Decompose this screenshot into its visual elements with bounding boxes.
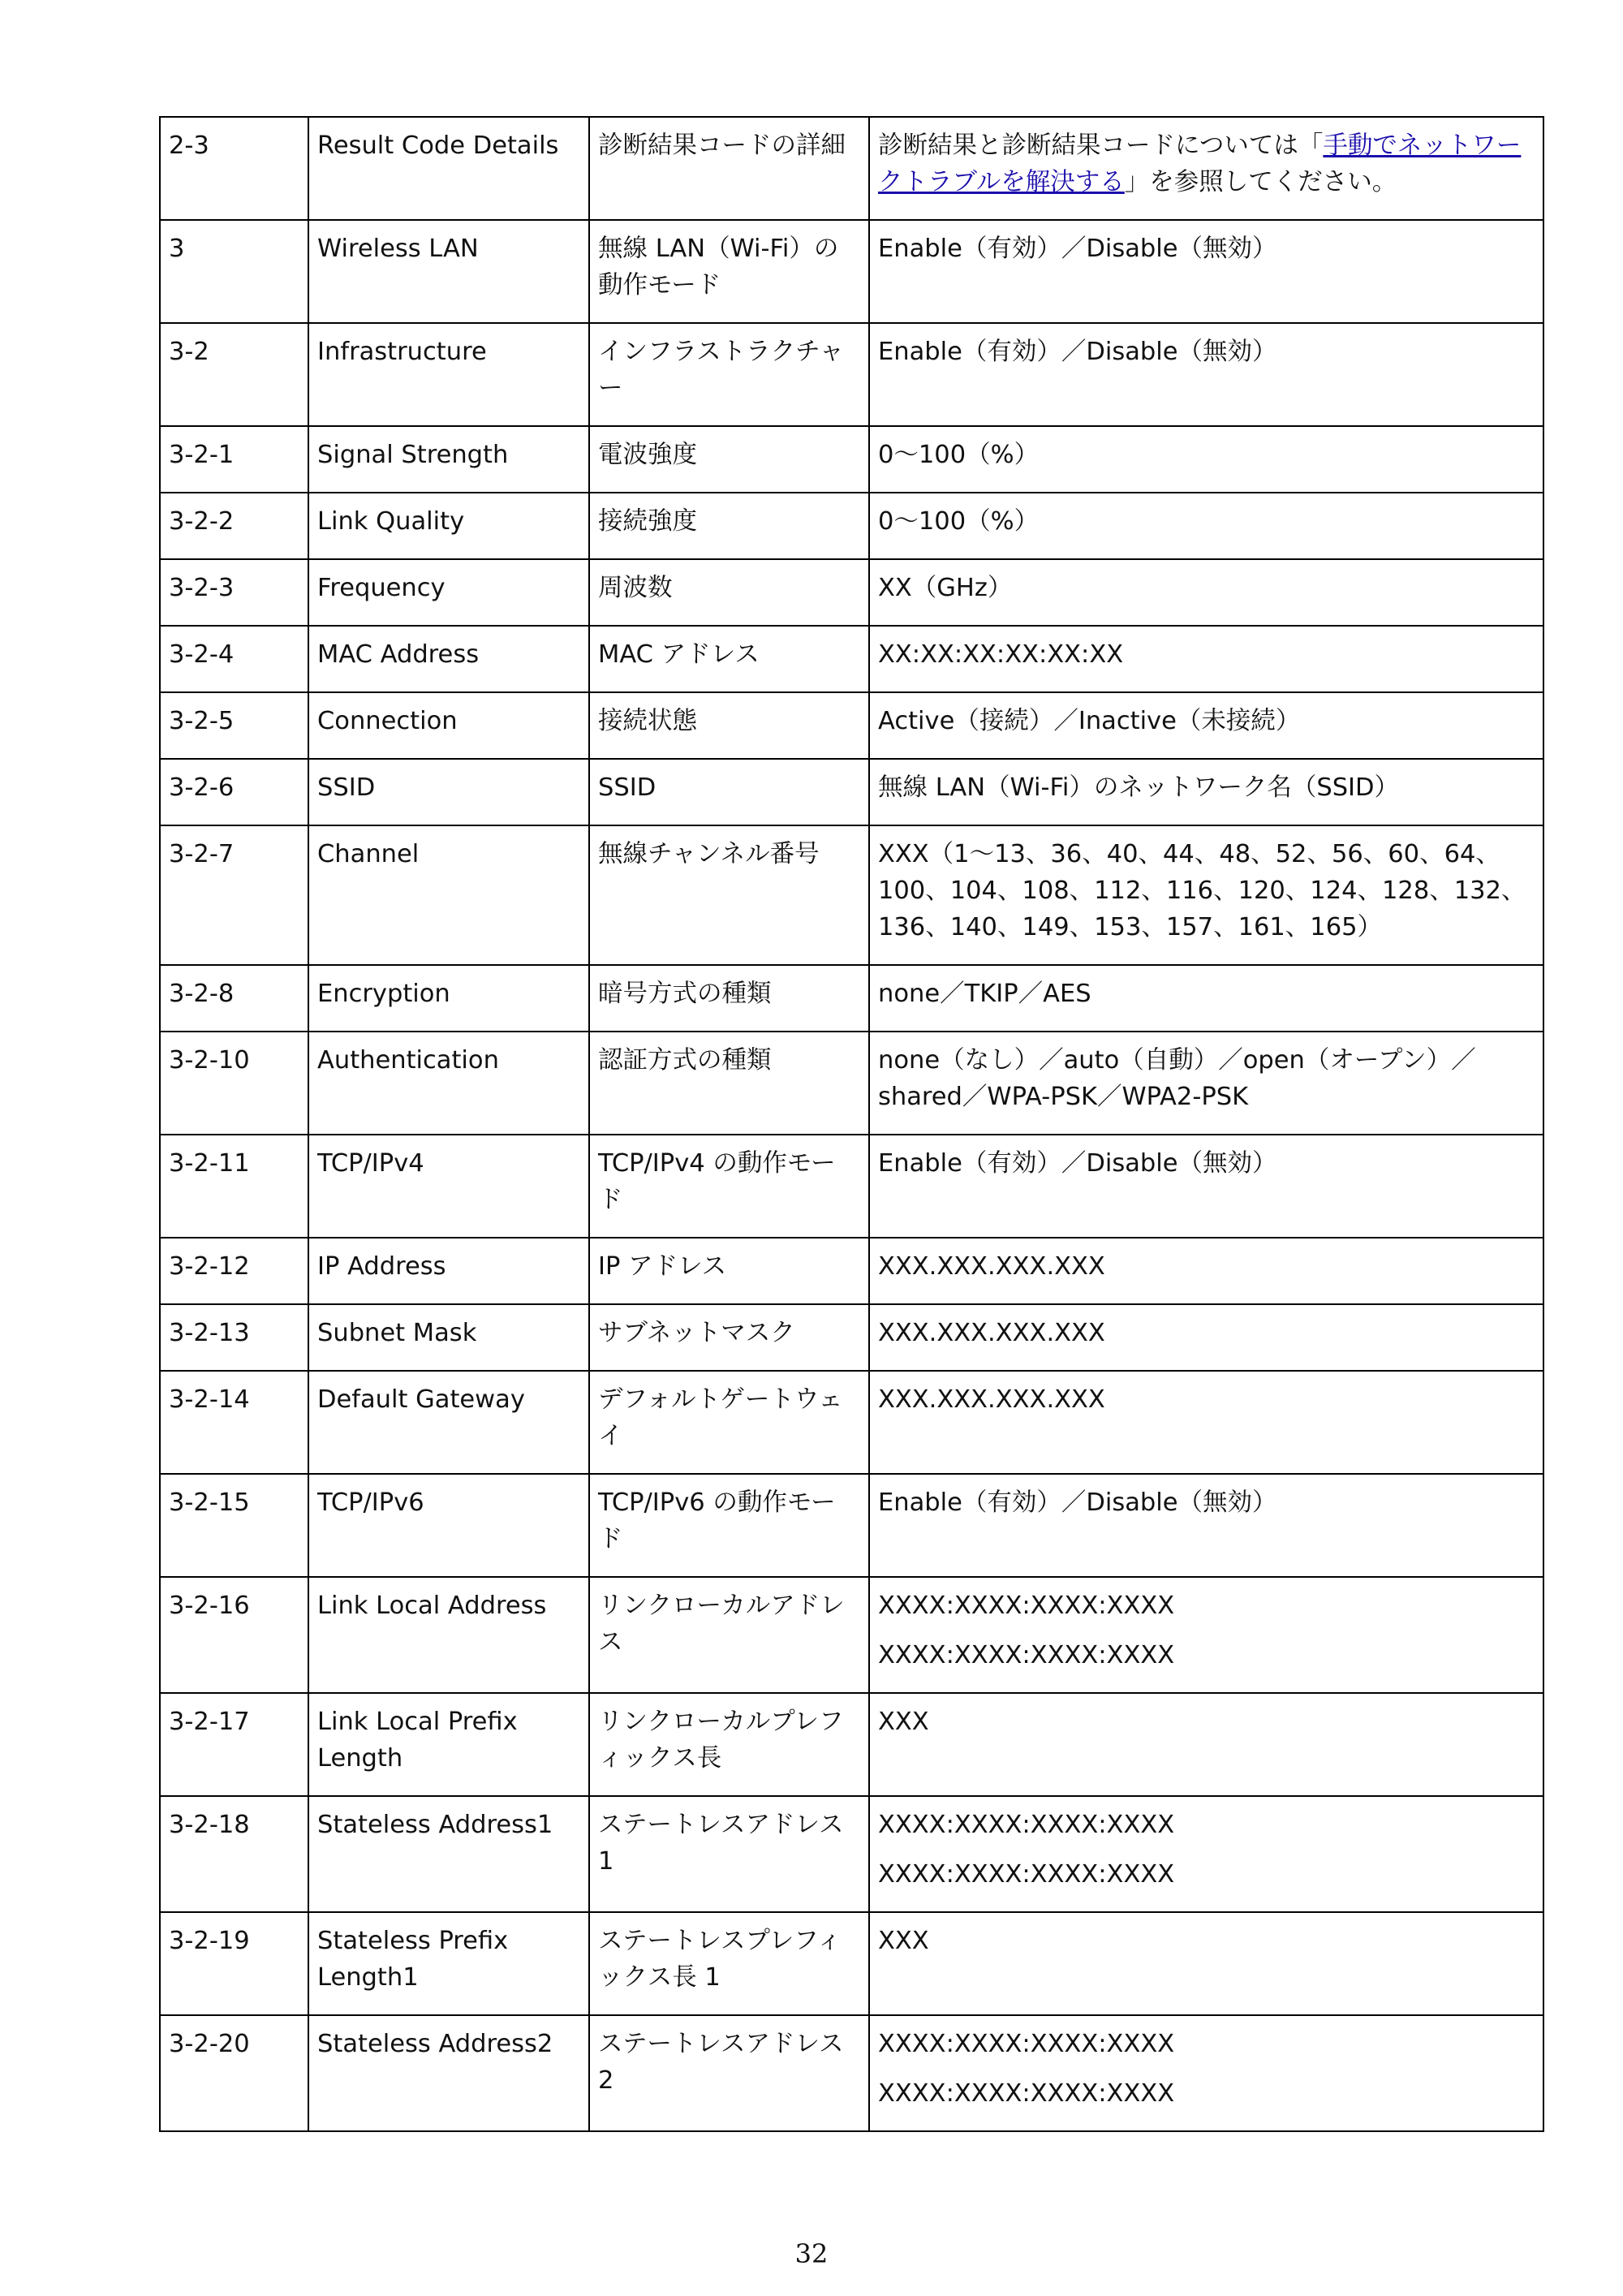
table-row <box>160 965 1543 1032</box>
table-row <box>160 1135 1543 1238</box>
item-name-jp: 診断結果コードの詳細 <box>589 117 869 220</box>
table-row <box>160 1796 1543 1912</box>
item-name: TCP/IPv4 <box>308 1135 589 1238</box>
item-value: XX（GHz） <box>869 559 1543 626</box>
item-number: 3-2-16 <box>160 1577 308 1693</box>
page-number: 32 <box>794 2238 829 2269</box>
item-name-jp: MAC アドレス <box>589 626 869 692</box>
item-name: Default Gateway <box>308 1371 589 1474</box>
item-name-jp: 周波数 <box>589 559 869 626</box>
item-name: Connection <box>308 692 589 759</box>
item-value: 無線 LAN（Wi-Fi）のネットワーク名（SSID） <box>869 759 1543 825</box>
item-value: XXX（1～13、36、40、44、48、52、56、60、64、100、104、108、112、116、120、124、128、132、136、140、149、153、157、161、165） <box>869 825 1543 965</box>
item-number: 3-2-11 <box>160 1135 308 1238</box>
item-value: none／TKIP／AES <box>869 965 1543 1032</box>
item-value: Enable（有効）／Disable（無効） <box>869 1474 1543 1577</box>
table-row <box>160 1032 1543 1135</box>
item-value: XXXX:XXXX:XXXX:XXXX XXXX:XXXX:XXXX:XXXX <box>869 1577 1543 1693</box>
item-number: 3-2-13 <box>160 1304 308 1371</box>
table-row <box>160 323 1543 426</box>
item-name-jp: 認証方式の種類 <box>589 1032 869 1135</box>
item-name-jp: ステートレスプレフィックス長 1 <box>589 1912 869 2015</box>
item-name-jp: 暗号方式の種類 <box>589 965 869 1032</box>
table-row <box>160 1474 1543 1577</box>
table-row <box>160 426 1543 493</box>
table-row <box>160 1304 1543 1371</box>
item-name: Stateless Address2 <box>308 2015 589 2131</box>
table-row <box>160 759 1543 825</box>
item-number: 3-2-6 <box>160 759 308 825</box>
item-value: Enable（有効）／Disable（無効） <box>869 220 1543 323</box>
item-number: 3-2-10 <box>160 1032 308 1135</box>
item-name: Frequency <box>308 559 589 626</box>
item-number: 2-3 <box>160 117 308 220</box>
item-name-jp: デフォルトゲートウェイ <box>589 1371 869 1474</box>
item-name: Encryption <box>308 965 589 1032</box>
item-name: Infrastructure <box>308 323 589 426</box>
item-name: Stateless Address1 <box>308 1796 589 1912</box>
table-row <box>160 220 1543 323</box>
item-value: XXX.XXX.XXX.XXX <box>869 1238 1543 1304</box>
item-name: MAC Address <box>308 626 589 692</box>
item-value: XXX.XXX.XXX.XXX <box>869 1304 1543 1371</box>
item-number: 3-2-4 <box>160 626 308 692</box>
item-name-jp: TCP/IPv6 の動作モード <box>589 1474 869 1577</box>
table-row <box>160 692 1543 759</box>
item-name: Subnet Mask <box>308 1304 589 1371</box>
item-value: XXX <box>869 1693 1543 1796</box>
item-number: 3-2 <box>160 323 308 426</box>
table-row <box>160 1912 1543 2015</box>
item-number: 3-2-14 <box>160 1371 308 1474</box>
item-name: IP Address <box>308 1238 589 1304</box>
item-number: 3-2-3 <box>160 559 308 626</box>
item-name-jp: 無線 LAN（Wi-Fi）の動作モード <box>589 220 869 323</box>
item-value: XXX.XXX.XXX.XXX <box>869 1371 1543 1474</box>
item-number: 3-2-7 <box>160 825 308 965</box>
item-value: 0～100（%） <box>869 493 1543 559</box>
item-name: Link Local Prefix Length <box>308 1693 589 1796</box>
item-value: Enable（有効）／Disable（無効） <box>869 323 1543 426</box>
table-row <box>160 117 1543 220</box>
item-number: 3-2-2 <box>160 493 308 559</box>
item-name-jp: 無線チャンネル番号 <box>589 825 869 965</box>
item-name-jp: リンクローカルアドレス <box>589 1577 869 1693</box>
table-row <box>160 1693 1543 1796</box>
item-name-jp: ステートレスアドレス 1 <box>589 1796 869 1912</box>
item-name-jp: サブネットマスク <box>589 1304 869 1371</box>
item-value: Active（接続）／Inactive（未接続） <box>869 692 1543 759</box>
table-row <box>160 2015 1543 2131</box>
item-number: 3-2-1 <box>160 426 308 493</box>
table-row <box>160 559 1543 626</box>
item-name: SSID <box>308 759 589 825</box>
item-value: XXXX:XXXX:XXXX:XXXX XXXX:XXXX:XXXX:XXXX <box>869 2015 1543 2131</box>
item-number: 3-2-17 <box>160 1693 308 1796</box>
troubleshoot-network-link[interactable]: 手動でネットワークトラブルを解決する <box>878 131 1522 196</box>
item-name: Channel <box>308 825 589 965</box>
item-value: 診断結果と診断結果コードについては「手動でネットワークトラブルを解決する」を参照してください。 <box>869 117 1543 220</box>
item-name: Stateless Prefix Length1 <box>308 1912 589 2015</box>
table-row <box>160 1238 1543 1304</box>
item-name-jp: SSID <box>589 759 869 825</box>
item-value: none（なし）／auto（自動）／open（オープン）／shared／WPA-PSK／WPA2-PSK <box>869 1032 1543 1135</box>
item-number: 3-2-19 <box>160 1912 308 2015</box>
item-name-jp: リンクローカルプレフィックス長 <box>589 1693 869 1796</box>
item-value: XXX <box>869 1912 1543 2015</box>
item-name: Wireless LAN <box>308 220 589 323</box>
item-value: XX:XX:XX:XX:XX:XX <box>869 626 1543 692</box>
table-row <box>160 1577 1543 1693</box>
item-name: Link Quality <box>308 493 589 559</box>
item-number: 3-2-15 <box>160 1474 308 1577</box>
item-name-jp: IP アドレス <box>589 1238 869 1304</box>
item-value: XXXX:XXXX:XXXX:XXXX XXXX:XXXX:XXXX:XXXX <box>869 1796 1543 1912</box>
item-name: TCP/IPv6 <box>308 1474 589 1577</box>
item-name-jp: 電波強度 <box>589 426 869 493</box>
item-name: Authentication <box>308 1032 589 1135</box>
item-name-jp: 接続強度 <box>589 493 869 559</box>
table-row <box>160 1371 1543 1474</box>
item-number: 3-2-12 <box>160 1238 308 1304</box>
item-value: Enable（有効）／Disable（無効） <box>869 1135 1543 1238</box>
item-value: 0～100（%） <box>869 426 1543 493</box>
item-number: 3-2-5 <box>160 692 308 759</box>
item-name: Signal Strength <box>308 426 589 493</box>
item-name: Link Local Address <box>308 1577 589 1693</box>
item-number: 3 <box>160 220 308 323</box>
item-name-jp: 接続状態 <box>589 692 869 759</box>
item-name-jp: ステートレスアドレス 2 <box>589 2015 869 2131</box>
item-number: 3-2-18 <box>160 1796 308 1912</box>
network-settings-table <box>159 116 1544 2132</box>
table-row <box>160 493 1543 559</box>
item-number: 3-2-20 <box>160 2015 308 2131</box>
table-row <box>160 825 1543 965</box>
table-row <box>160 626 1543 692</box>
item-number: 3-2-8 <box>160 965 308 1032</box>
item-name: Result Code Details <box>308 117 589 220</box>
item-name-jp: TCP/IPv4 の動作モード <box>589 1135 869 1238</box>
item-name-jp: インフラストラクチャー <box>589 323 869 426</box>
